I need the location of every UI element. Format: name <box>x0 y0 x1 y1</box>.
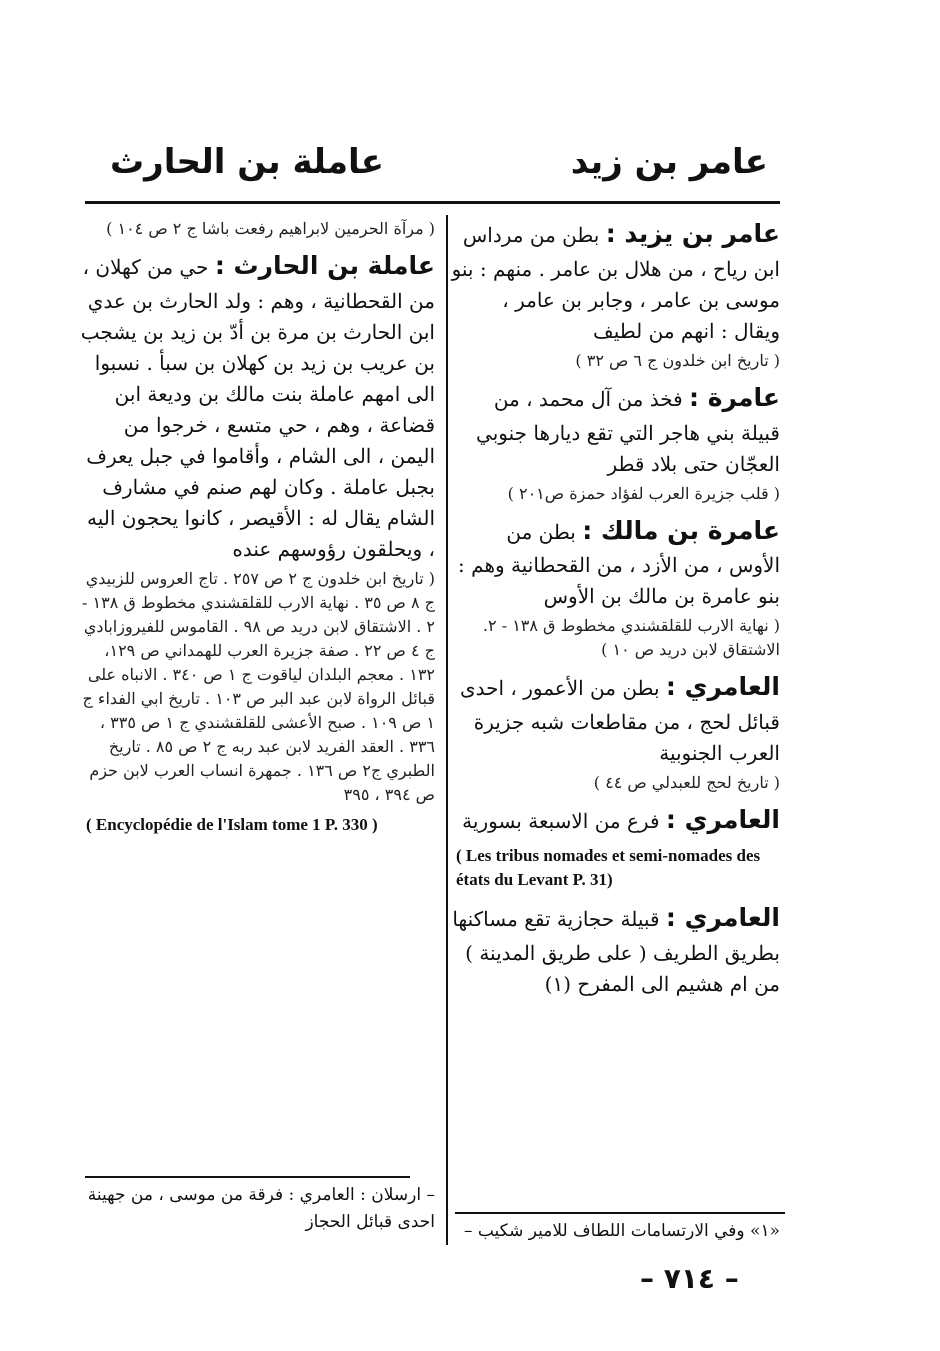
entry-amer-bin-yazid <box>450 215 780 373</box>
entry-keyword: عاملة بن الحارث : <box>214 251 435 280</box>
footnote-left: – ارسلان : العامري : فرقة من موسى ، من جهينة احدى قبائل الحجاز <box>87 1185 435 1233</box>
header-rule <box>85 201 780 204</box>
entry-latin-source: ( Encyclopédie de l'Islam tome 1 P. 330 ) <box>86 814 378 834</box>
entry-body <box>450 215 780 347</box>
entry-text: قبيلة حجازية تقع مساكنها بطريق الطريف ( على طريق المدينة ) من ام هشيم الى المفرح (١) <box>452 907 780 996</box>
entry-keyword: العامري : <box>665 672 780 702</box>
entry-body <box>450 379 780 480</box>
right-column <box>450 215 780 1200</box>
entry-source: ( تاريخ ابن خلدون ج ٦ ص ٣٢ ) <box>575 350 780 370</box>
entry-keyword: العامري : <box>665 903 780 933</box>
entry-body <box>450 801 780 840</box>
entry-keyword: عامرة : <box>689 382 780 412</box>
footnote-rule-right <box>455 1212 785 1214</box>
left-column <box>80 215 435 1160</box>
entry-keyword: عامر بن يزيد : <box>605 219 780 248</box>
entry-amira-bin-malik <box>450 512 780 663</box>
running-header-right: عامر بن زيد <box>570 142 768 182</box>
entry-text: بطن من الأعمور ، احدى قبائل لحج ، من مقاطعات شبه جزيرة العرب الجنوبية <box>459 676 780 765</box>
entry-source: ( تاريخ لحج للعبدلي ص ٤٤ ) <box>593 773 780 792</box>
entry-keyword: عامرة بن مالك : <box>582 515 780 545</box>
entry-latin-source: ( Les tribus nomades et semi-nomades des états du Levant P. 31) <box>456 845 761 890</box>
entry-amira <box>450 379 780 506</box>
entry-body <box>450 512 780 613</box>
entry-text: فخذ من آل محمد ، من قبيلة بني هاجر التي تقع ديارها جنوبي العجّان حتى بلاد قطر <box>476 386 780 476</box>
entry-keyword: العامري : <box>665 805 780 834</box>
continued-source: ( مرآة الحرمين لابراهيم رفعت باشا ج ٢ ص ١٠٤ ) <box>106 219 435 238</box>
entry-al-amiri-3 <box>450 899 780 1000</box>
footnote-right: «١» وفي الارتسامات اللطاف للامير شكيب – <box>463 1221 780 1241</box>
page-number: – ٧١٤ – <box>640 1262 739 1295</box>
entry-sources: ( تاريخ ابن خلدون ج ٢ ص ٢٥٧ . تاج العروس للزبيدي ج ٨ ص ٣٥ . نهاية الارب للقلقشندي مخطوط ق ١٣٨ - ٢ . الاشتقاق لابن دريد ص ٩٨ . القاموس للفيروزابادي ج ٤ ص ٢٢ . صفة جزيرة العرب للهمداني ص ١٢٩، ١٣٢ . معجم البلدان لياقوت ج ١ ص ٣٤٠ . الانباه على قبائل الرواة لابن عبد البر ص ١٠٣ . تاريخ ابي الفداء ج ١ ص ١٠٩ . صبح الأعشى للقلقشندي ج ١ ص ٣٣٥ ، ٣٣٦ . العقد الفريد لابن عبد ربه ج ٢ ص ٨٥ . تاريخ الطبري ج٢ ص ١٣٦ . جمهرة انساب العرب لابن حزم ص ٣٩٤ ، ٣٩٥ <box>82 568 435 804</box>
entry-source: ( قلب جزيرة العرب لفؤاد حمزة ص٢٠١ ) <box>507 483 780 503</box>
entry-al-amiri-2 <box>450 801 780 893</box>
entry-body <box>450 899 780 1000</box>
entry-body <box>450 668 780 769</box>
column-divider <box>446 215 448 1245</box>
entry-amila-bin-al-harith <box>80 247 435 837</box>
entry-al-amiri-1 <box>450 668 780 795</box>
entry-text: فرع من الاسبعة بسورية <box>462 809 660 833</box>
running-header-left: عاملة بن الحارث <box>110 142 385 182</box>
entry-body <box>80 247 435 565</box>
entry-text: بطن من الأوس ، من الأزد ، من القحطانية وهم : بنو عامرة بن مالك بن الأوس <box>458 519 780 609</box>
entry-text: حي من كهلان ، من القحطانية ، وهم : ولد الحارث بن عدي ابن الحارث بن مرة بن أدّ بن زيد بن يشجب بن عريب بن زيد بن كهلان بن سبأ . نسبوا الى امهم عاملة بنت مالك بن وديعة ابن قضاعة ، وهم ، حي متسع ، خرجوا من اليمن ، الى الشام ، وأقاموا في جبل يعرف بجبل عاملة . وكان لهم صنم في مشارف الشام يقال له : الأقيصر ، كانوا يحجون اليه ، ويحلقون رؤوسهم عنده <box>80 255 435 561</box>
footnote-rule-left <box>85 1176 410 1178</box>
entry-source: ( نهاية الارب للقلقشندي مخطوط ق ١٣٨ - ٢. الاشتقاق لابن دريد ص ١٠ ) <box>482 616 780 660</box>
entry-text: بطن من مرداس ابن رياح ، من هلال بن عامر . منهم : بنو موسى بن عامر ، وجابر بن عامر ، ويقال : انهم من لطيف <box>451 223 780 343</box>
